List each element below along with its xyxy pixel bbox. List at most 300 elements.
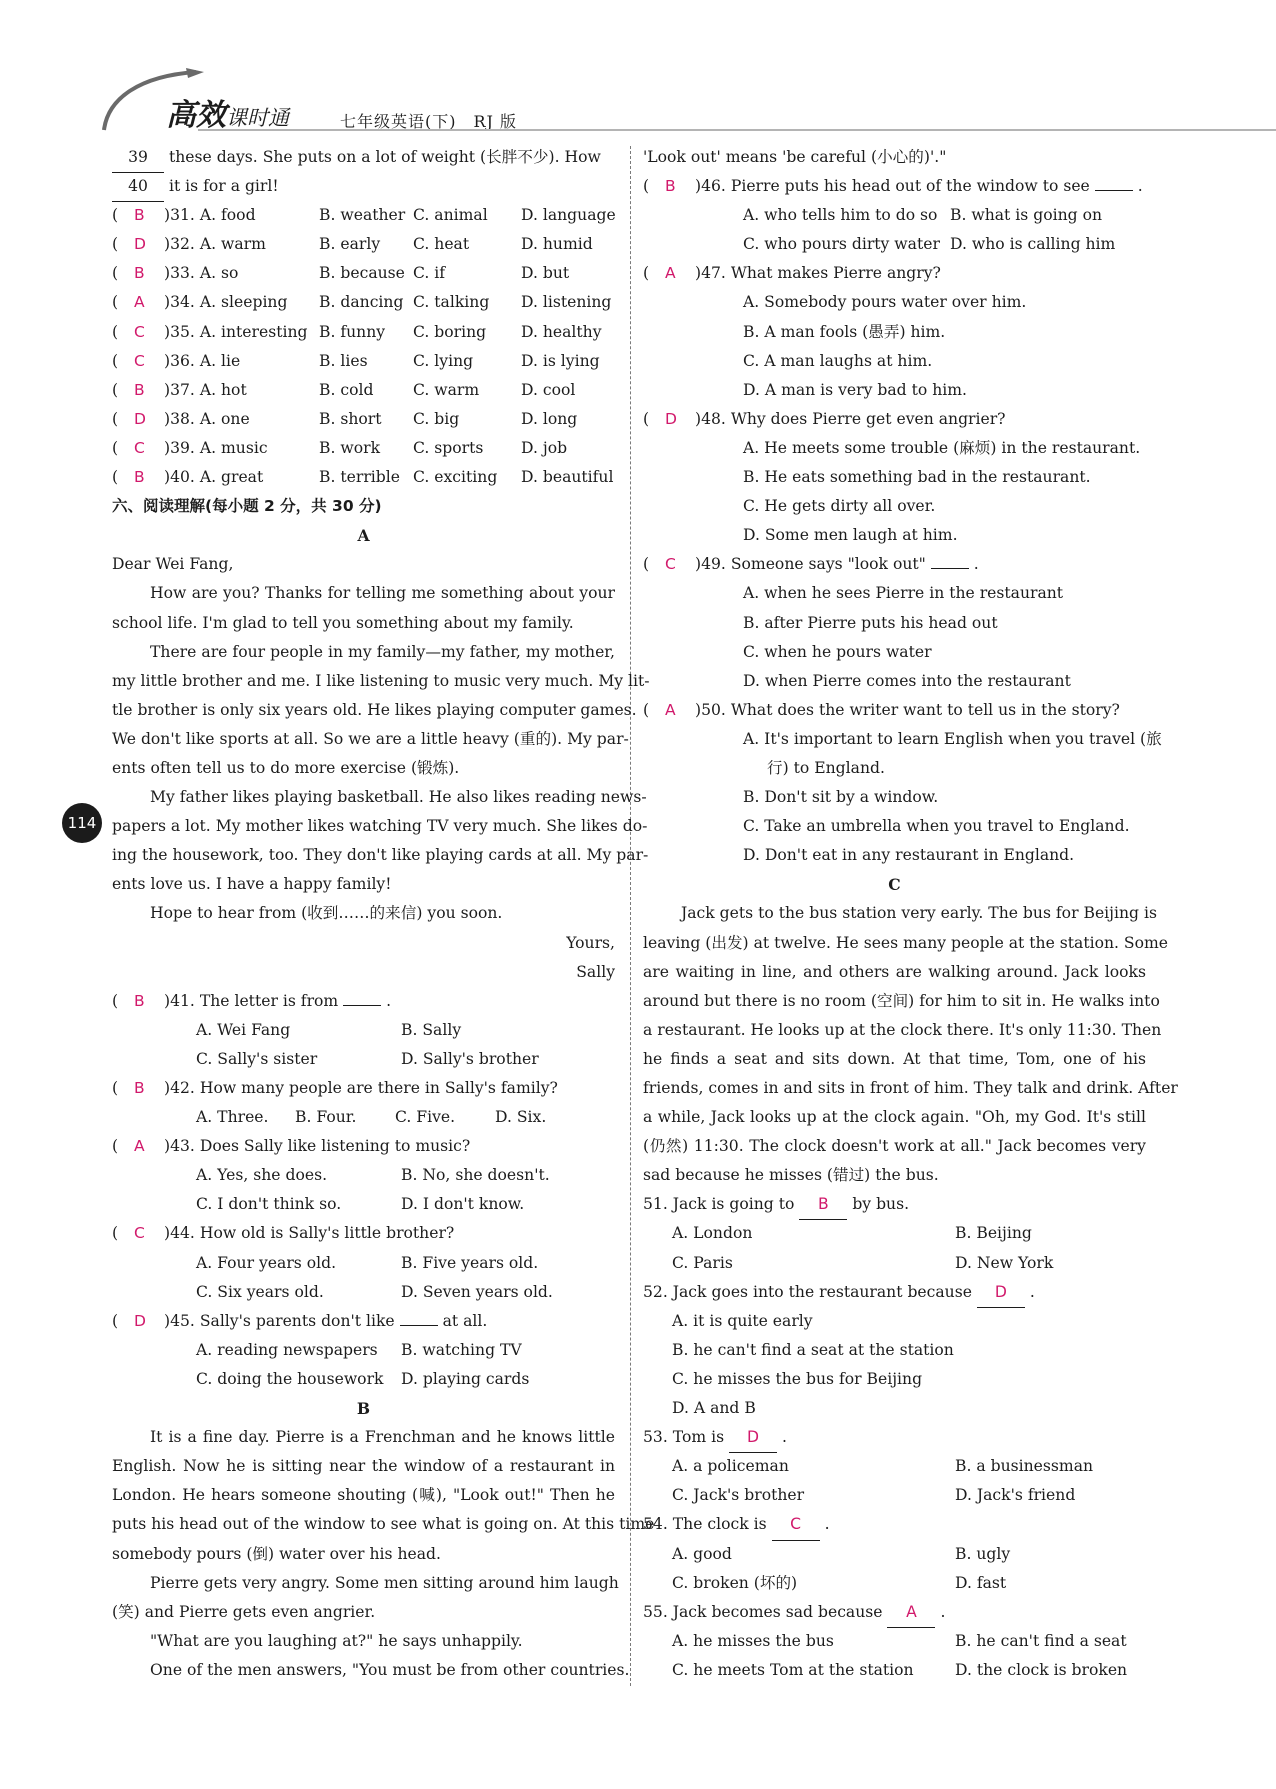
option-row	[643, 812, 1146, 841]
question-text: .	[824, 1515, 830, 1534]
option: D. Sally's brother	[401, 1049, 539, 1068]
option: B. a businessman	[955, 1457, 1094, 1476]
answer-letter: B	[134, 264, 145, 283]
question-text: )42. How many people are there in Sally's family?	[164, 1079, 558, 1097]
option-d: D. beautiful	[521, 468, 614, 487]
question-line	[643, 1598, 1146, 1627]
option-row	[643, 1307, 1146, 1336]
option: A. it is quite early	[672, 1311, 813, 1330]
questions-b	[643, 172, 1162, 870]
open-paren: (	[112, 1137, 119, 1156]
option-row	[643, 434, 1146, 463]
option: B. Five years old.	[401, 1253, 539, 1272]
answer-letter: D	[134, 235, 146, 254]
option: A. He meets some trouble (麻烦) in the restaurant.	[743, 438, 1141, 457]
question-stem	[164, 1132, 470, 1161]
question-text: )41. The letter is from	[164, 991, 339, 1010]
answer-blank	[1095, 190, 1133, 191]
passage-heading: B	[356, 1399, 371, 1419]
question-stem	[164, 1074, 558, 1103]
passage-line: We don't like sports at all. So we are a little heavy (重的). My par-	[112, 729, 629, 748]
open-paren: (	[112, 409, 119, 428]
passage-a-body	[112, 579, 650, 899]
option-d: D. but	[521, 264, 570, 283]
answer-letter: B	[134, 206, 145, 225]
passage-line: 'Look out' means 'be careful (小心的)'."	[643, 148, 947, 166]
option-row	[112, 1161, 615, 1190]
option: B. Sally	[401, 1020, 462, 1039]
question-line	[112, 1307, 615, 1336]
passage-line: ing the housework, too. They don't like playing cards at all. My par-	[112, 846, 649, 865]
option-c: C. warm	[413, 380, 480, 399]
option: C. Six years old.	[196, 1282, 324, 1301]
option-c: C. boring	[413, 322, 487, 341]
option-row	[643, 783, 1146, 812]
cloze-row	[112, 318, 615, 347]
question-stem	[695, 696, 1120, 725]
question-line	[112, 1074, 615, 1103]
answer-letter: A	[134, 293, 145, 312]
question-text: )50. What does the writer want to tell us in the story?	[695, 700, 1120, 719]
open-paren: (	[112, 206, 119, 225]
cloze-answer-list	[112, 201, 615, 492]
passage-line: friends, comes in and sits in front of him. They talk and drink. After	[643, 1079, 1178, 1097]
passage-line: papers a lot. My mother likes watching TV very much. She likes do-	[112, 817, 648, 836]
question-line	[112, 1219, 615, 1248]
option-d: D. humid	[521, 235, 593, 254]
option-d: D. long	[521, 409, 578, 428]
question-text: .	[1029, 1282, 1035, 1301]
right-column	[643, 143, 1178, 1685]
answer-letter: B	[134, 991, 145, 1010]
open-paren: (	[112, 468, 119, 487]
question-text: at all.	[442, 1311, 488, 1330]
passage-line: tle brother is only six years old. He likes playing computer games.	[112, 700, 637, 719]
option-row	[643, 492, 1146, 521]
cloze-row	[112, 376, 615, 405]
option-d: D. language	[521, 206, 616, 225]
open-paren: (	[112, 351, 119, 370]
question-text: .	[386, 991, 392, 1010]
option: A. he misses the bus	[672, 1631, 834, 1650]
option: A. good	[672, 1544, 732, 1563]
option-row	[643, 1219, 1146, 1248]
answer-letter: B	[134, 380, 145, 399]
carry-over-line: 40 it is for a girl!	[112, 172, 615, 201]
option: A. reading newspapers	[196, 1340, 378, 1359]
question-stem	[695, 259, 941, 288]
option-a: )40. A. great	[164, 468, 264, 487]
option-row	[643, 667, 1146, 696]
option: D. the clock is broken	[955, 1660, 1128, 1679]
open-paren: (	[112, 235, 119, 254]
option: C. He gets dirty all over.	[743, 497, 936, 516]
option: D. A and B	[672, 1399, 756, 1418]
option-b: B. terrible	[319, 468, 400, 487]
option: A. London	[672, 1224, 753, 1243]
option: B. Four.	[295, 1108, 357, 1127]
option: C. he misses the bus for Beijing	[672, 1369, 923, 1388]
option: B. what is going on	[950, 206, 1103, 225]
option-row	[643, 725, 1162, 754]
option: A. Somebody pours water over him.	[743, 293, 1027, 312]
passage-line: (仍然) 11:30. The clock doesn't work at all." Jack becomes very	[643, 1137, 1146, 1156]
answer-letter: B	[134, 1079, 145, 1097]
option-row	[643, 288, 1146, 317]
answer-letter: B	[665, 177, 676, 196]
option: D. playing cards	[401, 1369, 530, 1388]
option: D. Don't eat in any restaurant in England.	[743, 846, 1075, 865]
letter-closing: Yours,	[566, 933, 615, 952]
question-line	[643, 1190, 1146, 1219]
option: C. Five.	[395, 1108, 456, 1127]
question-stem	[164, 1219, 454, 1248]
question-line	[643, 405, 1146, 434]
question-line	[643, 172, 1146, 201]
option-row	[643, 376, 1146, 405]
option-a: )33. A. so	[164, 264, 239, 283]
option-a: )31. A. food	[164, 206, 256, 225]
passage-line: are waiting in line, and others are walking around. Jack looks	[643, 962, 1146, 981]
option-b: B. work	[319, 438, 381, 457]
option-row	[643, 754, 1146, 783]
passage-line: English. Now he is sitting near the window of a restaurant in	[112, 1457, 615, 1476]
question-text: 53. Tom is	[643, 1428, 725, 1447]
passage-c-body	[643, 899, 1178, 1161]
answer-fill: C	[772, 1510, 820, 1540]
option: D. fast	[955, 1573, 1007, 1592]
open-paren: (	[643, 555, 650, 574]
option: B. Don't sit by a window.	[743, 788, 939, 807]
option-row	[112, 1249, 615, 1278]
option: C. broken (坏的)	[672, 1573, 798, 1592]
option: B. A man fools (愚弄) him.	[743, 322, 946, 341]
question-line	[643, 259, 1146, 288]
option-c: C. talking	[413, 293, 490, 312]
question-text: 52. Jack goes into the restaurant because	[643, 1282, 972, 1301]
passage-line: It is a fine day. Pierre is a Frenchman and he knows little	[150, 1428, 615, 1447]
passage-line: he finds a seat and sits down. At that time, Tom, one of his	[643, 1049, 1146, 1068]
questions-c	[643, 1190, 1146, 1685]
option-d: D. cool	[521, 380, 576, 399]
passage-heading: C	[888, 875, 901, 895]
cloze-row	[112, 288, 615, 317]
option-d: D. is lying	[521, 351, 600, 370]
left-column	[112, 143, 655, 1685]
question-stem	[695, 405, 1006, 434]
answer-letter: C	[134, 322, 145, 341]
letter-signature: Sally	[576, 962, 615, 981]
header-rule	[198, 129, 1276, 131]
question-line	[643, 1278, 1146, 1307]
cloze-row	[112, 347, 615, 376]
open-paren: (	[112, 991, 119, 1010]
passage-line: my little brother and me. I like listening to music very much. My lit-	[112, 671, 650, 690]
option-b: B. lies	[319, 351, 368, 370]
option-row	[643, 1394, 1146, 1423]
option-row	[112, 1336, 615, 1365]
option: C. I don't think so.	[196, 1195, 342, 1214]
option-row	[643, 521, 1146, 550]
open-paren: (	[112, 293, 119, 312]
option-row	[643, 1336, 1146, 1365]
option: B. Beijing	[955, 1224, 1032, 1243]
option-row	[643, 1452, 1146, 1481]
answer-fill: D	[729, 1423, 777, 1453]
question-stem	[164, 987, 391, 1016]
option: A. a policeman	[672, 1457, 789, 1476]
question-text: .	[973, 555, 979, 574]
option: C. Paris	[672, 1253, 733, 1272]
questions-a	[112, 987, 615, 1394]
question-line	[112, 987, 615, 1016]
question-line	[643, 696, 1146, 725]
cloze-row	[112, 230, 615, 259]
page-header	[100, 68, 1276, 132]
question-text: 54. The clock is	[643, 1515, 767, 1534]
passage-b-body	[112, 1423, 655, 1627]
option-c: C. exciting	[413, 468, 498, 487]
open-paren: (	[112, 1079, 119, 1097]
option-b: B. cold	[319, 380, 374, 399]
open-paren: (	[643, 700, 650, 719]
passage-line: One of the men answers, "You must be from other countries.	[150, 1660, 630, 1679]
option-c: C. heat	[413, 235, 470, 254]
option-row	[643, 201, 1146, 230]
passage-line: How are you? Thanks for telling me something about your	[150, 584, 615, 603]
option: C. Jack's brother	[672, 1486, 805, 1505]
option-b: B. short	[319, 409, 382, 428]
option-a: )32. A. warm	[164, 235, 266, 254]
option-a: )34. A. sleeping	[164, 293, 288, 312]
passage-line: a restaurant. He looks up at the clock there. It's only 11:30. Then	[643, 1020, 1162, 1039]
question-text: )47. What makes Pierre angry?	[695, 264, 941, 283]
option: C. he meets Tom at the station	[672, 1660, 914, 1679]
option-c: C. big	[413, 409, 460, 428]
answer-fill: D	[977, 1278, 1025, 1308]
option: 行) to England.	[767, 758, 885, 777]
passage-line: Hope to hear from (收到……的来信) you soon.	[150, 904, 503, 923]
passage-line: puts his head out of the window to see what is going on. At this time	[112, 1515, 655, 1534]
answer-letter: C	[134, 438, 145, 457]
option-row	[643, 1481, 1146, 1510]
option-row	[643, 579, 1146, 608]
question-text: )46. Pierre puts his head out of the window to see	[695, 177, 1090, 196]
question-line	[643, 550, 1146, 579]
answer-blank	[400, 1325, 438, 1326]
option: D. Jack's friend	[955, 1486, 1076, 1505]
option-a: )37. A. hot	[164, 380, 247, 399]
open-paren: (	[112, 380, 119, 399]
option: A. Yes, she does.	[196, 1166, 328, 1185]
option: D. Some men laugh at him.	[743, 526, 958, 545]
cloze-row	[112, 405, 615, 434]
option-row	[112, 1190, 615, 1219]
question-line	[643, 1423, 1146, 1452]
page-number-badge: 114	[62, 803, 102, 843]
section-title: 六、阅读理解(每小题 2 分，共 30 分)	[112, 497, 382, 516]
option-row	[643, 463, 1146, 492]
option: B. He eats something bad in the restaurant.	[743, 468, 1091, 487]
passage-line: ents love us. I have a happy family!	[112, 875, 392, 894]
option-a: )39. A. music	[164, 438, 268, 457]
passage-line: somebody pours (倒) water over his head.	[112, 1544, 441, 1563]
passage-line: Pierre gets very angry. Some men sitting around him laugh	[150, 1573, 619, 1592]
question-text: )45. Sally's parents don't like	[164, 1311, 395, 1330]
open-paren: (	[112, 438, 119, 457]
option-b: B. weather	[319, 206, 406, 225]
option-d: D. listening	[521, 293, 612, 312]
open-paren: (	[643, 409, 650, 428]
letter-salutation: Dear Wei Fang,	[112, 555, 234, 574]
column-divider	[630, 146, 631, 1686]
passage-line: "What are you laughing at?" he says unhappily.	[150, 1631, 523, 1650]
option: C. when he pours water	[743, 642, 932, 661]
question-text: 51. Jack is going to	[643, 1195, 795, 1214]
question-text: 55. Jack becomes sad because	[643, 1602, 883, 1621]
answer-letter: A	[665, 700, 676, 719]
question-text: by bus.	[852, 1195, 910, 1214]
option-row	[643, 318, 1146, 347]
answer-blank	[343, 1005, 381, 1006]
question-text: )43. Does Sally like listening to music?	[164, 1137, 471, 1156]
answer-letter: C	[665, 555, 676, 574]
option-row	[112, 1045, 615, 1074]
passage-line: There are four people in my family—my father, my mother,	[150, 642, 615, 661]
option: D. Six.	[495, 1108, 547, 1127]
option: C. Sally's sister	[196, 1049, 318, 1068]
option: C. A man laughs at him.	[743, 351, 933, 370]
question-stem	[695, 172, 1143, 201]
passage-line: My father likes playing basketball. He also likes reading news-	[150, 788, 647, 807]
open-paren: (	[112, 1224, 119, 1243]
option: A. when he sees Pierre in the restaurant	[743, 584, 1064, 603]
question-text: )49. Someone says "look out"	[695, 555, 926, 574]
option-b: B. dancing	[319, 293, 404, 312]
passage-line: ents often tell us to do more exercise (锻炼).	[112, 758, 460, 777]
open-paren: (	[643, 264, 650, 283]
option-row	[643, 1627, 1146, 1656]
option-row	[643, 1656, 1146, 1685]
option-row	[112, 1016, 615, 1045]
option: D. Seven years old.	[401, 1282, 553, 1301]
passage-heading: A	[357, 526, 370, 546]
cloze-row	[112, 434, 615, 463]
option-d: D. job	[521, 438, 568, 457]
header-subtitle: 七年级英语(下) RJ 版	[340, 112, 518, 131]
option: A. Four years old.	[196, 1253, 337, 1272]
option-c: C. sports	[413, 438, 484, 457]
passage-line: Jack gets to the bus station very early. The bus for Beijing is	[681, 904, 1157, 923]
answer-fill: A	[887, 1598, 935, 1628]
brand-title: 高效课时通	[166, 98, 289, 133]
cloze-row	[112, 259, 615, 288]
open-paren: (	[112, 264, 119, 283]
option-a: )36. A. lie	[164, 351, 241, 370]
option-c: C. animal	[413, 206, 488, 225]
option-row	[112, 1103, 615, 1132]
option-row	[643, 230, 1146, 259]
answer-letter: A	[134, 1137, 145, 1156]
carry-over-line: 39 these days. She puts on a lot of weight (长胖不少). How	[112, 143, 615, 172]
option: B. No, she doesn't.	[401, 1166, 550, 1185]
question-line	[643, 1510, 1146, 1539]
question-text: )48. Why does Pierre get even angrier?	[695, 409, 1006, 428]
option: A. Wei Fang	[196, 1020, 291, 1039]
question-text: .	[1137, 177, 1143, 196]
option: C. doing the housework	[196, 1369, 384, 1388]
option-row	[643, 609, 1146, 638]
open-paren: (	[112, 322, 119, 341]
answer-letter: C	[134, 1224, 145, 1243]
answer-letter: D	[134, 1311, 146, 1330]
cloze-row	[112, 463, 615, 492]
option-a: )38. A. one	[164, 409, 250, 428]
passage-line: a while, Jack looks up at the clock again. "Oh, my God. It's still	[643, 1108, 1146, 1127]
question-line	[112, 1132, 615, 1161]
answer-letter: A	[665, 264, 676, 283]
option-row	[643, 1540, 1146, 1569]
question-text: )44. How old is Sally's little brother?	[164, 1224, 455, 1243]
question-stem	[164, 1307, 487, 1336]
question-text: .	[940, 1602, 946, 1621]
option-row	[643, 1569, 1146, 1598]
question-stem	[695, 550, 979, 579]
option: A. It's important to learn English when you travel (旅	[743, 729, 1162, 748]
passage-line: (笑) and Pierre gets even angrier.	[112, 1602, 376, 1621]
option: D. I don't know.	[401, 1195, 525, 1214]
option: C. who pours dirty water	[743, 235, 940, 254]
option-c: C. if	[413, 264, 446, 283]
option-row	[643, 1365, 1146, 1394]
answer-letter: B	[134, 468, 145, 487]
answer-fill: B	[799, 1190, 847, 1220]
open-paren: (	[643, 177, 650, 196]
option-row	[643, 347, 1146, 376]
option: D. New York	[955, 1253, 1054, 1272]
option: B. he can't find a seat	[955, 1631, 1127, 1650]
option: B. he can't find a seat at the station	[672, 1340, 954, 1359]
cloze-row	[112, 201, 615, 230]
option: B. after Pierre puts his head out	[743, 613, 998, 632]
option: D. who is calling him	[950, 235, 1116, 254]
answer-blank	[931, 568, 969, 569]
option-row	[643, 638, 1146, 667]
answer-letter: D	[134, 409, 146, 428]
answer-letter: D	[665, 409, 677, 428]
passage-line: sad because he misses (错过) the bus.	[643, 1166, 939, 1185]
option-row	[643, 841, 1146, 870]
option-b: B. funny	[319, 322, 386, 341]
option: D. A man is very bad to him.	[743, 380, 967, 399]
option-b: B. early	[319, 235, 381, 254]
option: B. watching TV	[401, 1340, 522, 1359]
option-row	[112, 1365, 615, 1394]
passage-line: school life. I'm glad to tell you something about my family.	[112, 613, 574, 632]
answer-letter: C	[134, 351, 145, 370]
option: A. who tells him to do so	[743, 206, 938, 225]
passage-line: leaving (出发) at twelve. He sees many people at the station. Some	[643, 933, 1169, 952]
option: A. Three.	[196, 1108, 269, 1127]
option-row	[112, 1278, 615, 1307]
open-paren: (	[112, 1311, 119, 1330]
option-row	[643, 1249, 1146, 1278]
option-d: D. healthy	[521, 322, 602, 341]
option-a: )35. A. interesting	[164, 322, 308, 341]
option: B. ugly	[955, 1544, 1011, 1563]
option-c: C. lying	[413, 351, 474, 370]
option: D. when Pierre comes into the restaurant	[743, 671, 1071, 690]
